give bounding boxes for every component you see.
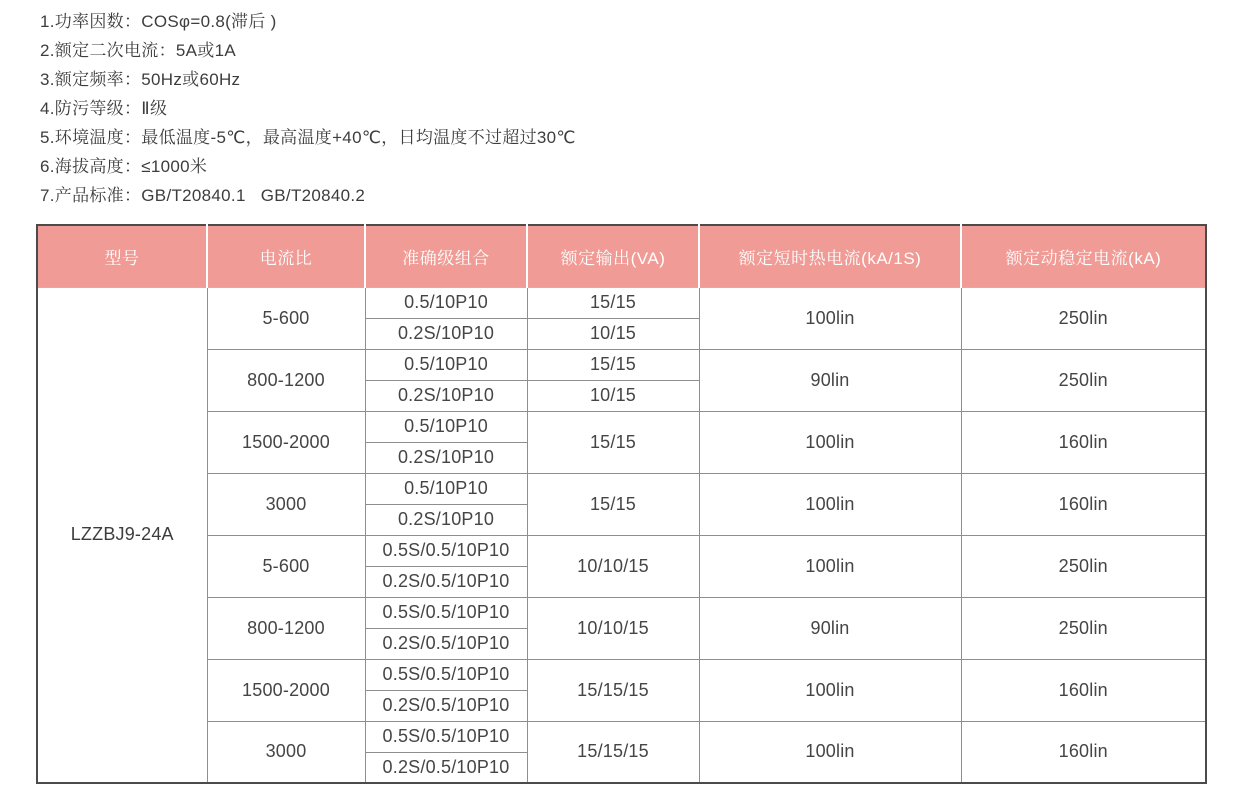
output-cell: 15/15/15: [527, 659, 699, 721]
accuracy-cell: 0.5S/0.5/10P10: [365, 535, 527, 566]
ratio-cell: 3000: [207, 721, 365, 783]
spec-item-pollution-class: 4.防污等级：Ⅱ级: [40, 99, 168, 118]
spec-item-rated-frequency: 3.额定频率：50Hz或60Hz: [40, 70, 241, 89]
accuracy-cell: 0.5/10P10: [365, 473, 527, 504]
model-cell: LZZBJ9-24A: [37, 287, 207, 783]
ratio-cell: 1500-2000: [207, 659, 365, 721]
output-cell: 15/15: [527, 411, 699, 473]
dynamic-current-cell: 250lin: [961, 535, 1206, 597]
header-model: 型号: [37, 225, 207, 287]
output-cell: 10/15: [527, 380, 699, 411]
accuracy-cell: 0.2S/10P10: [365, 442, 527, 473]
accuracy-cell: 0.5/10P10: [365, 287, 527, 318]
thermal-current-cell: 100lin: [699, 535, 961, 597]
accuracy-cell: 0.2S/10P10: [365, 318, 527, 349]
output-cell: 15/15: [527, 349, 699, 380]
spec-item-secondary-current: 2.额定二次电流：5A或1A: [40, 41, 236, 60]
spec-item-product-standard: 7.产品标准：GB/T20840.1 GB/T20840.2: [40, 186, 366, 205]
spec-table-body: [37, 287, 1206, 783]
dynamic-current-cell: 160lin: [961, 721, 1206, 783]
ratio-cell: 5-600: [207, 535, 365, 597]
thermal-current-cell: 90lin: [699, 597, 961, 659]
accuracy-cell: 0.5S/0.5/10P10: [365, 659, 527, 690]
accuracy-cell: 0.5/10P10: [365, 411, 527, 442]
accuracy-cell: 0.5S/0.5/10P10: [365, 721, 527, 752]
ratio-cell: 5-600: [207, 287, 365, 349]
dynamic-current-cell: 160lin: [961, 473, 1206, 535]
output-cell: 10/15: [527, 318, 699, 349]
spec-item-altitude: 6.海拔高度：≤1000米: [40, 157, 208, 176]
accuracy-cell: 0.5S/0.5/10P10: [365, 597, 527, 628]
accuracy-cell: 0.2S/10P10: [365, 504, 527, 535]
header-accuracy-combo: 准确级组合: [365, 225, 527, 287]
table-row: [37, 411, 1206, 442]
output-cell: 10/10/15: [527, 597, 699, 659]
accuracy-cell: 0.2S/0.5/10P10: [365, 566, 527, 597]
thermal-current-cell: 90lin: [699, 349, 961, 411]
table-row: [37, 659, 1206, 690]
table-row: [37, 535, 1206, 566]
table-row: [37, 473, 1206, 504]
header-ratio: 电流比: [207, 225, 365, 287]
thermal-current-cell: 100lin: [699, 659, 961, 721]
output-cell: 15/15: [527, 473, 699, 535]
spec-item-ambient-temp: 5.环境温度：最低温度-5℃，最高温度+40℃，日均温度不过超过30℃: [40, 128, 576, 147]
output-cell: 10/10/15: [527, 535, 699, 597]
ratio-cell: 800-1200: [207, 597, 365, 659]
accuracy-cell: 0.2S/0.5/10P10: [365, 752, 527, 783]
dynamic-current-cell: 160lin: [961, 411, 1206, 473]
table-row: [37, 349, 1206, 380]
table-row: [37, 287, 1206, 318]
spec-table: [36, 224, 1207, 784]
spec-list: [40, 7, 576, 210]
thermal-current-cell: 100lin: [699, 287, 961, 349]
spec-table-header: [37, 225, 1206, 287]
spec-item-power-factor: 1.功率因数：COSφ=0.8(滞后 ): [40, 12, 277, 31]
accuracy-cell: 0.2S/0.5/10P10: [365, 628, 527, 659]
dynamic-current-cell: 250lin: [961, 597, 1206, 659]
thermal-current-cell: 100lin: [699, 411, 961, 473]
dynamic-current-cell: 250lin: [961, 287, 1206, 349]
output-cell: 15/15: [527, 287, 699, 318]
accuracy-cell: 0.2S/0.5/10P10: [365, 690, 527, 721]
dynamic-current-cell: 250lin: [961, 349, 1206, 411]
output-cell: 15/15/15: [527, 721, 699, 783]
ratio-cell: 800-1200: [207, 349, 365, 411]
accuracy-cell: 0.5/10P10: [365, 349, 527, 380]
thermal-current-cell: 100lin: [699, 473, 961, 535]
dynamic-current-cell: 160lin: [961, 659, 1206, 721]
ratio-cell: 1500-2000: [207, 411, 365, 473]
table-row: [37, 597, 1206, 628]
header-dynamic-current: 额定动稳定电流(kA): [961, 225, 1206, 287]
header-thermal-current: 额定短时热电流(kA/1S): [699, 225, 961, 287]
table-row: [37, 721, 1206, 752]
header-rated-output: 额定输出(VA): [527, 225, 699, 287]
header-row: [37, 225, 1206, 287]
accuracy-cell: 0.2S/10P10: [365, 380, 527, 411]
thermal-current-cell: 100lin: [699, 721, 961, 783]
ratio-cell: 3000: [207, 473, 365, 535]
